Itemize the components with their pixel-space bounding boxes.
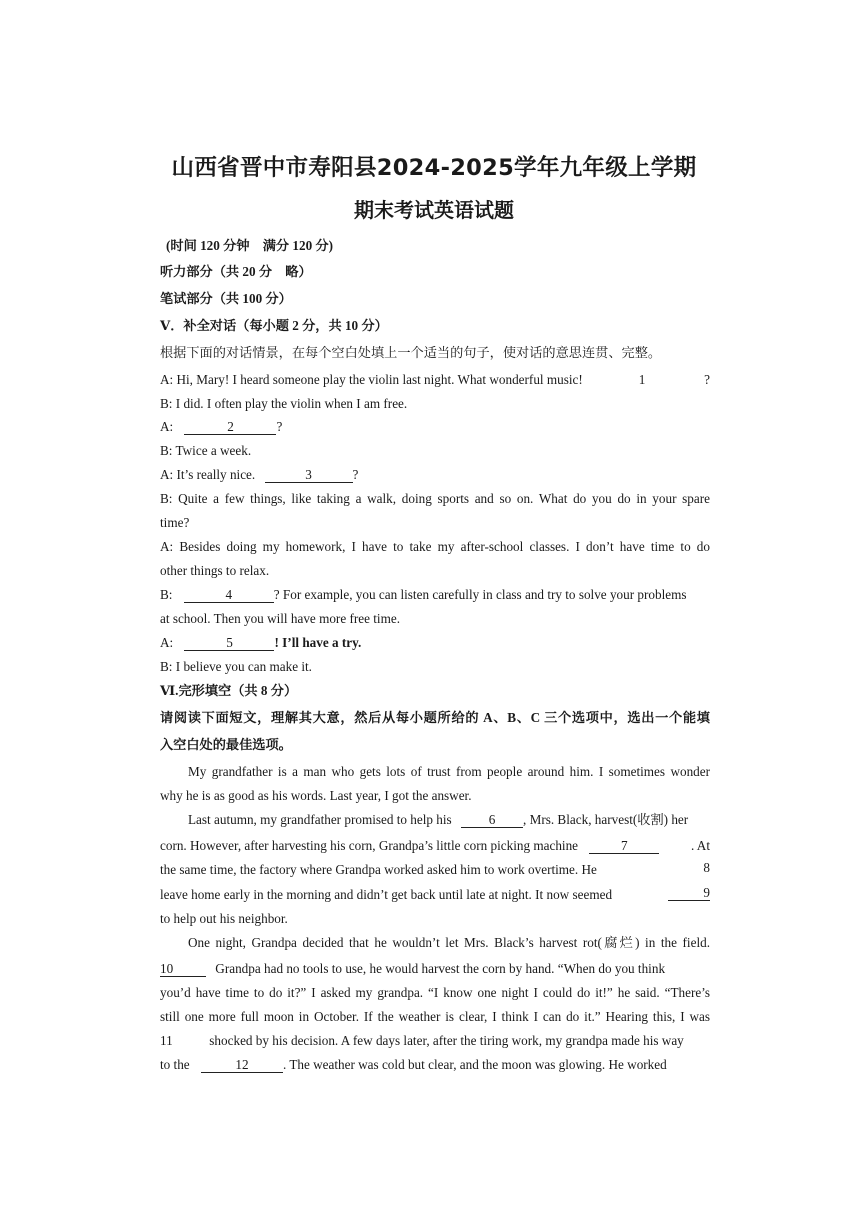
dialog-line: B: Quite a few things, like taking a walk, doing sports and so on. What do you do in your spare — [160, 491, 710, 506]
dialog-line: other things to relax. — [160, 563, 270, 578]
passage-line: you’d have time to do it?” I asked my grandpa. “I know one night I could do it!” he said. “There’s — [160, 985, 710, 1000]
blank-12: 12 — [201, 1058, 283, 1073]
section6-instruction: 入空白处的最佳选项。 — [160, 737, 292, 752]
passage-text: , Mrs. Black, harvest(收割) her — [523, 812, 689, 827]
passage-line — [160, 837, 710, 855]
blank-8: 8 — [703, 860, 710, 875]
passage-text: . The weather was cold but clear, and the moon was glowing. He worked — [282, 1057, 667, 1072]
dialog-text: B: — [160, 587, 173, 602]
dialog-text: ? — [352, 467, 359, 482]
passage-line: why he is as good as his words. Last year, I got the answer. — [160, 788, 472, 803]
dialog-line: B: I believe you can make it. — [160, 659, 312, 674]
written-info: 笔试部分（共 100 分） — [160, 291, 292, 306]
dialog-line: A: Besides doing my homework, I have to take my after-school classes. I don’t have time to do — [160, 539, 710, 554]
blank-1: 1 — [638, 372, 646, 387]
blank-2: 2 — [184, 420, 276, 435]
dialog-line — [160, 418, 710, 436]
passage-line — [160, 1032, 710, 1050]
passage-text: Last autumn, my grandfather promised to help his — [188, 812, 452, 827]
section6-instruction: 请阅读下面短文，理解其大意，然后从每小题所给的 A、B、C 三个选项中，选出一个能填 — [160, 710, 710, 725]
passage-line: still one more full moon in October. If the weather is clear, I think I can do it.” Hearing this, I was — [160, 1009, 710, 1024]
blank-7: 7 — [589, 839, 659, 854]
passage-text: Grandpa had no tools to use, he would harvest the corn by hand. “When do you think — [215, 961, 666, 976]
dialog-line — [160, 634, 710, 652]
blank-5: 5 — [184, 636, 274, 651]
passage-line — [160, 886, 710, 904]
dialog-text: A: It’s really nice. — [160, 467, 256, 482]
passage-line: to help out his neighbor. — [160, 911, 288, 926]
dialog-text: A: — [160, 635, 174, 650]
blank-11: 11 — [160, 1033, 173, 1048]
blank-10: 10 — [160, 962, 206, 977]
passage-text: leave home early in the morning and didn’t get back until late at night. It now seemed — [160, 887, 613, 902]
dialog-text: ? — [276, 419, 283, 434]
passage-text: . At — [690, 838, 710, 853]
dialog-line: at school. Then you will have more free time. — [160, 611, 400, 626]
section5-heading: Ⅴ．补全对话（每小题 2 分，共 10 分） — [160, 318, 388, 333]
dialog-text: ! I’ll have a try. — [274, 635, 362, 650]
dialog-line — [160, 371, 710, 389]
dialog-line: time? — [160, 515, 190, 530]
dialog-line: B: I did. I often play the violin when I am free. — [160, 396, 408, 411]
dialog-line — [160, 586, 710, 604]
passage-line — [160, 1056, 710, 1074]
passage-line — [160, 811, 710, 829]
passage-line: My grandfather is a man who gets lots of trust from people around him. I sometimes wonder — [188, 764, 710, 779]
blank-3: 3 — [265, 468, 353, 483]
dialog-text: A: — [160, 419, 174, 434]
dialog-line — [160, 466, 710, 484]
passage-text: to the — [160, 1057, 190, 1072]
passage-text: shocked by his decision. A few days later, after the tiring work, my grandpa made his way — [209, 1033, 684, 1048]
passage-line — [160, 861, 710, 879]
exam-title-line2: 期末考试英语试题 — [354, 198, 514, 222]
passage-line: One night, Grandpa decided that he wouldn’t let Mrs. Black’s harvest rot(腐烂) in the field. — [188, 935, 710, 950]
dialog-text: A: Hi, Mary! I heard someone play the violin last night. What wonderful music! — [160, 372, 583, 387]
passage-text: corn. However, after harvesting his corn, Grandpa’s little corn picking machine — [160, 838, 579, 853]
passage-text: the same time, the factory where Grandpa worked asked him to work overtime. He — [160, 862, 597, 877]
time-info: (时间 120 分钟 满分 120 分) — [166, 238, 334, 253]
exam-title-line1: 山西省晋中市寿阳县2024-2025学年九年级上学期 — [171, 155, 697, 181]
dialog-line: B: Twice a week. — [160, 443, 252, 458]
listening-info: 听力部分（共 20 分 略） — [160, 264, 312, 279]
section5-instruction: 根据下面的对话情景，在每个空白处填上一个适当的句子，使对话的意思连贯、完整。 — [160, 345, 662, 360]
blank-6: 6 — [461, 813, 523, 828]
section6-heading: Ⅵ.完形填空（共 8 分） — [160, 683, 298, 698]
dialog-text: ? For example, you can listen carefully in class and try to solve your problems — [273, 587, 687, 602]
blank-9: 9 — [668, 886, 710, 901]
blank-4: 4 — [184, 588, 274, 603]
dialog-text: ? — [704, 372, 710, 387]
passage-line — [160, 960, 710, 978]
